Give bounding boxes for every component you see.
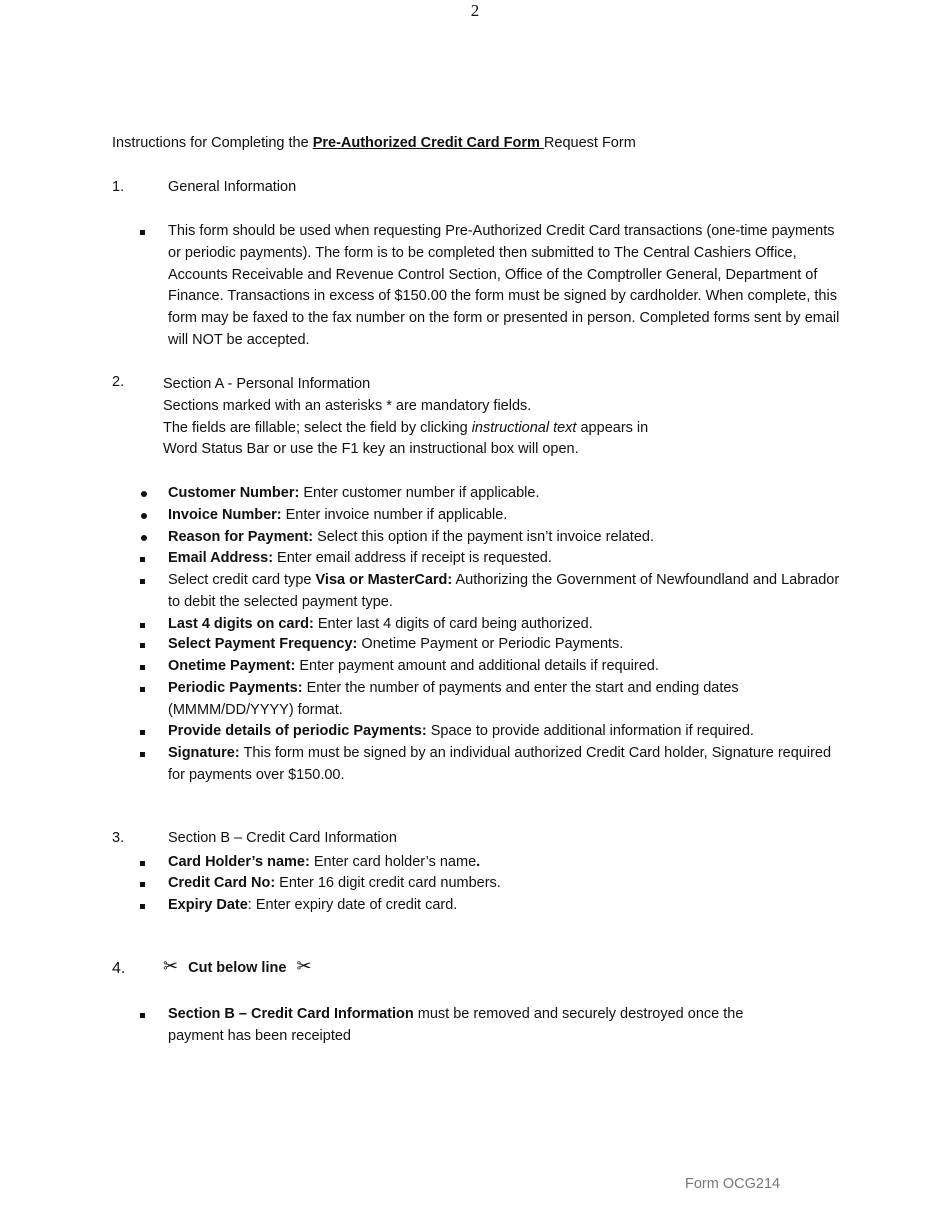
section-1-heading: General Information [168,179,297,195]
item-text: Enter 16 digit credit card numbers. [275,875,501,891]
section-3-number: 3. [112,830,125,846]
item-label: Reason for Payment: [168,529,314,545]
item-text: must be removed and securely destroyed once the payment has been receipted [168,1006,744,1044]
section-1-bullet-text: This form should be used when requesting Pre-Authorized Credit Card transactions (one-time payments or periodic payments). The form is to be completed then submitted to The Central Cashiers Office, Accounts Receivable and Revenue Control Section, Office of the Comptroller General, Department of Finance. Transactions in excess of $150.00 the form must be signed by cardholder. When complete, this form may be faxed to the fax number on the form or presented in person. Completed forms sent by email will NOT be accepted. [168,223,840,348]
item-text: This form must be signed by an individual authorized Credit Card holder, Signature required for payments over $150.00. [168,745,832,783]
scissors-icon: ✂ [296,956,312,976]
section-2-line-3: Word Status Bar or use the F1 key an instructional box will open. [163,441,579,458]
page-number: 2 [470,1,480,20]
section-2-line-2 [163,418,783,440]
page-title [112,135,636,151]
square-bullet-icon [140,221,145,243]
item-text: Enter email address if receipt is requested. [273,550,552,566]
item-label: Last 4 digits on card: [168,616,314,632]
item-label: Customer Number: [168,485,300,501]
square-bullet-icon [140,743,145,765]
item-text: Onetime Payment or Periodic Payments. [357,636,624,652]
line-2-italic: instructional text [471,419,577,436]
item-text: Enter the number of payments and enter the start and ending dates (MMMM/DD/YYYY) format. [168,680,739,718]
item-text: Enter card holder’s name [309,854,477,870]
item-prefix: Select credit card type [168,572,316,588]
section-2-number: 2. [112,374,125,390]
round-bullet-icon [140,527,147,549]
item-label: Expiry Date [168,897,248,913]
form-code-footer: Form OCG214 [685,1176,781,1192]
line-2-start: The fields are fillable; select the field by clicking [163,419,472,436]
section-2-line-1: Sections marked with an asterisks * are mandatory fields. [163,397,532,414]
item-text: : Enter expiry date of credit card. [247,897,458,913]
square-bullet-icon [140,548,145,570]
item-label: Visa or MasterCard: [315,572,453,588]
item-label: Onetime Payment: [168,658,296,674]
line-2-end: appears in [576,419,649,436]
title-prefix: Instructions for Completing the [112,135,313,151]
item-text: Enter last 4 digits of card being authorized. [313,616,593,632]
item-label: Section B – Credit Card Information [168,1006,414,1022]
item-text: Select this option if the payment isn’t invoice related. [313,529,654,545]
item-label: Select Payment Frequency: [168,636,358,652]
square-bullet-icon [140,678,145,700]
square-bullet-icon [140,721,145,743]
item-label: Provide details of periodic Payments: [168,723,427,739]
section-2-heading: Section A - Personal Information [163,376,371,392]
square-bullet-icon [140,1004,145,1026]
square-bullet-icon [140,614,145,636]
item-text: Space to provide additional information if required. [426,723,754,739]
square-bullet-icon [140,570,145,592]
item-label: Periodic Payments: [168,680,303,696]
item-label: Email Address: [168,550,274,566]
item-text: Enter invoice number if applicable. [281,507,508,523]
item-tail: . [476,854,481,870]
square-bullet-icon [140,634,145,656]
scissors-icon: ✂ [163,956,179,976]
item-label: Signature: [168,745,240,761]
title-form-name: Pre-Authorized Credit Card Form [312,135,544,151]
section-4-number: 4. [112,960,126,977]
square-bullet-icon [140,895,145,917]
section-4-heading: Cut below line [188,960,287,976]
square-bullet-icon [140,656,145,678]
section-2-block [163,374,783,461]
section-4-heading-row [163,956,312,977]
item-text: Authorizing the Government of Newfoundland and Labrador to debit the selected payment type. [168,572,840,610]
item-label: Invoice Number: [168,507,282,523]
item-text: Enter customer number if applicable. [299,485,540,501]
section-1-number: 1. [112,179,125,195]
item-label: Credit Card No: [168,875,276,891]
title-suffix: Request Form [543,135,636,151]
section-3-heading: Section B – Credit Card Information [168,830,397,846]
square-bullet-icon [140,873,145,895]
item-label: Card Holder’s name: [168,854,310,870]
square-bullet-icon [140,852,145,874]
round-bullet-icon [140,505,147,527]
item-text: Enter payment amount and additional details if required. [295,658,659,674]
round-bullet-icon [140,483,147,505]
